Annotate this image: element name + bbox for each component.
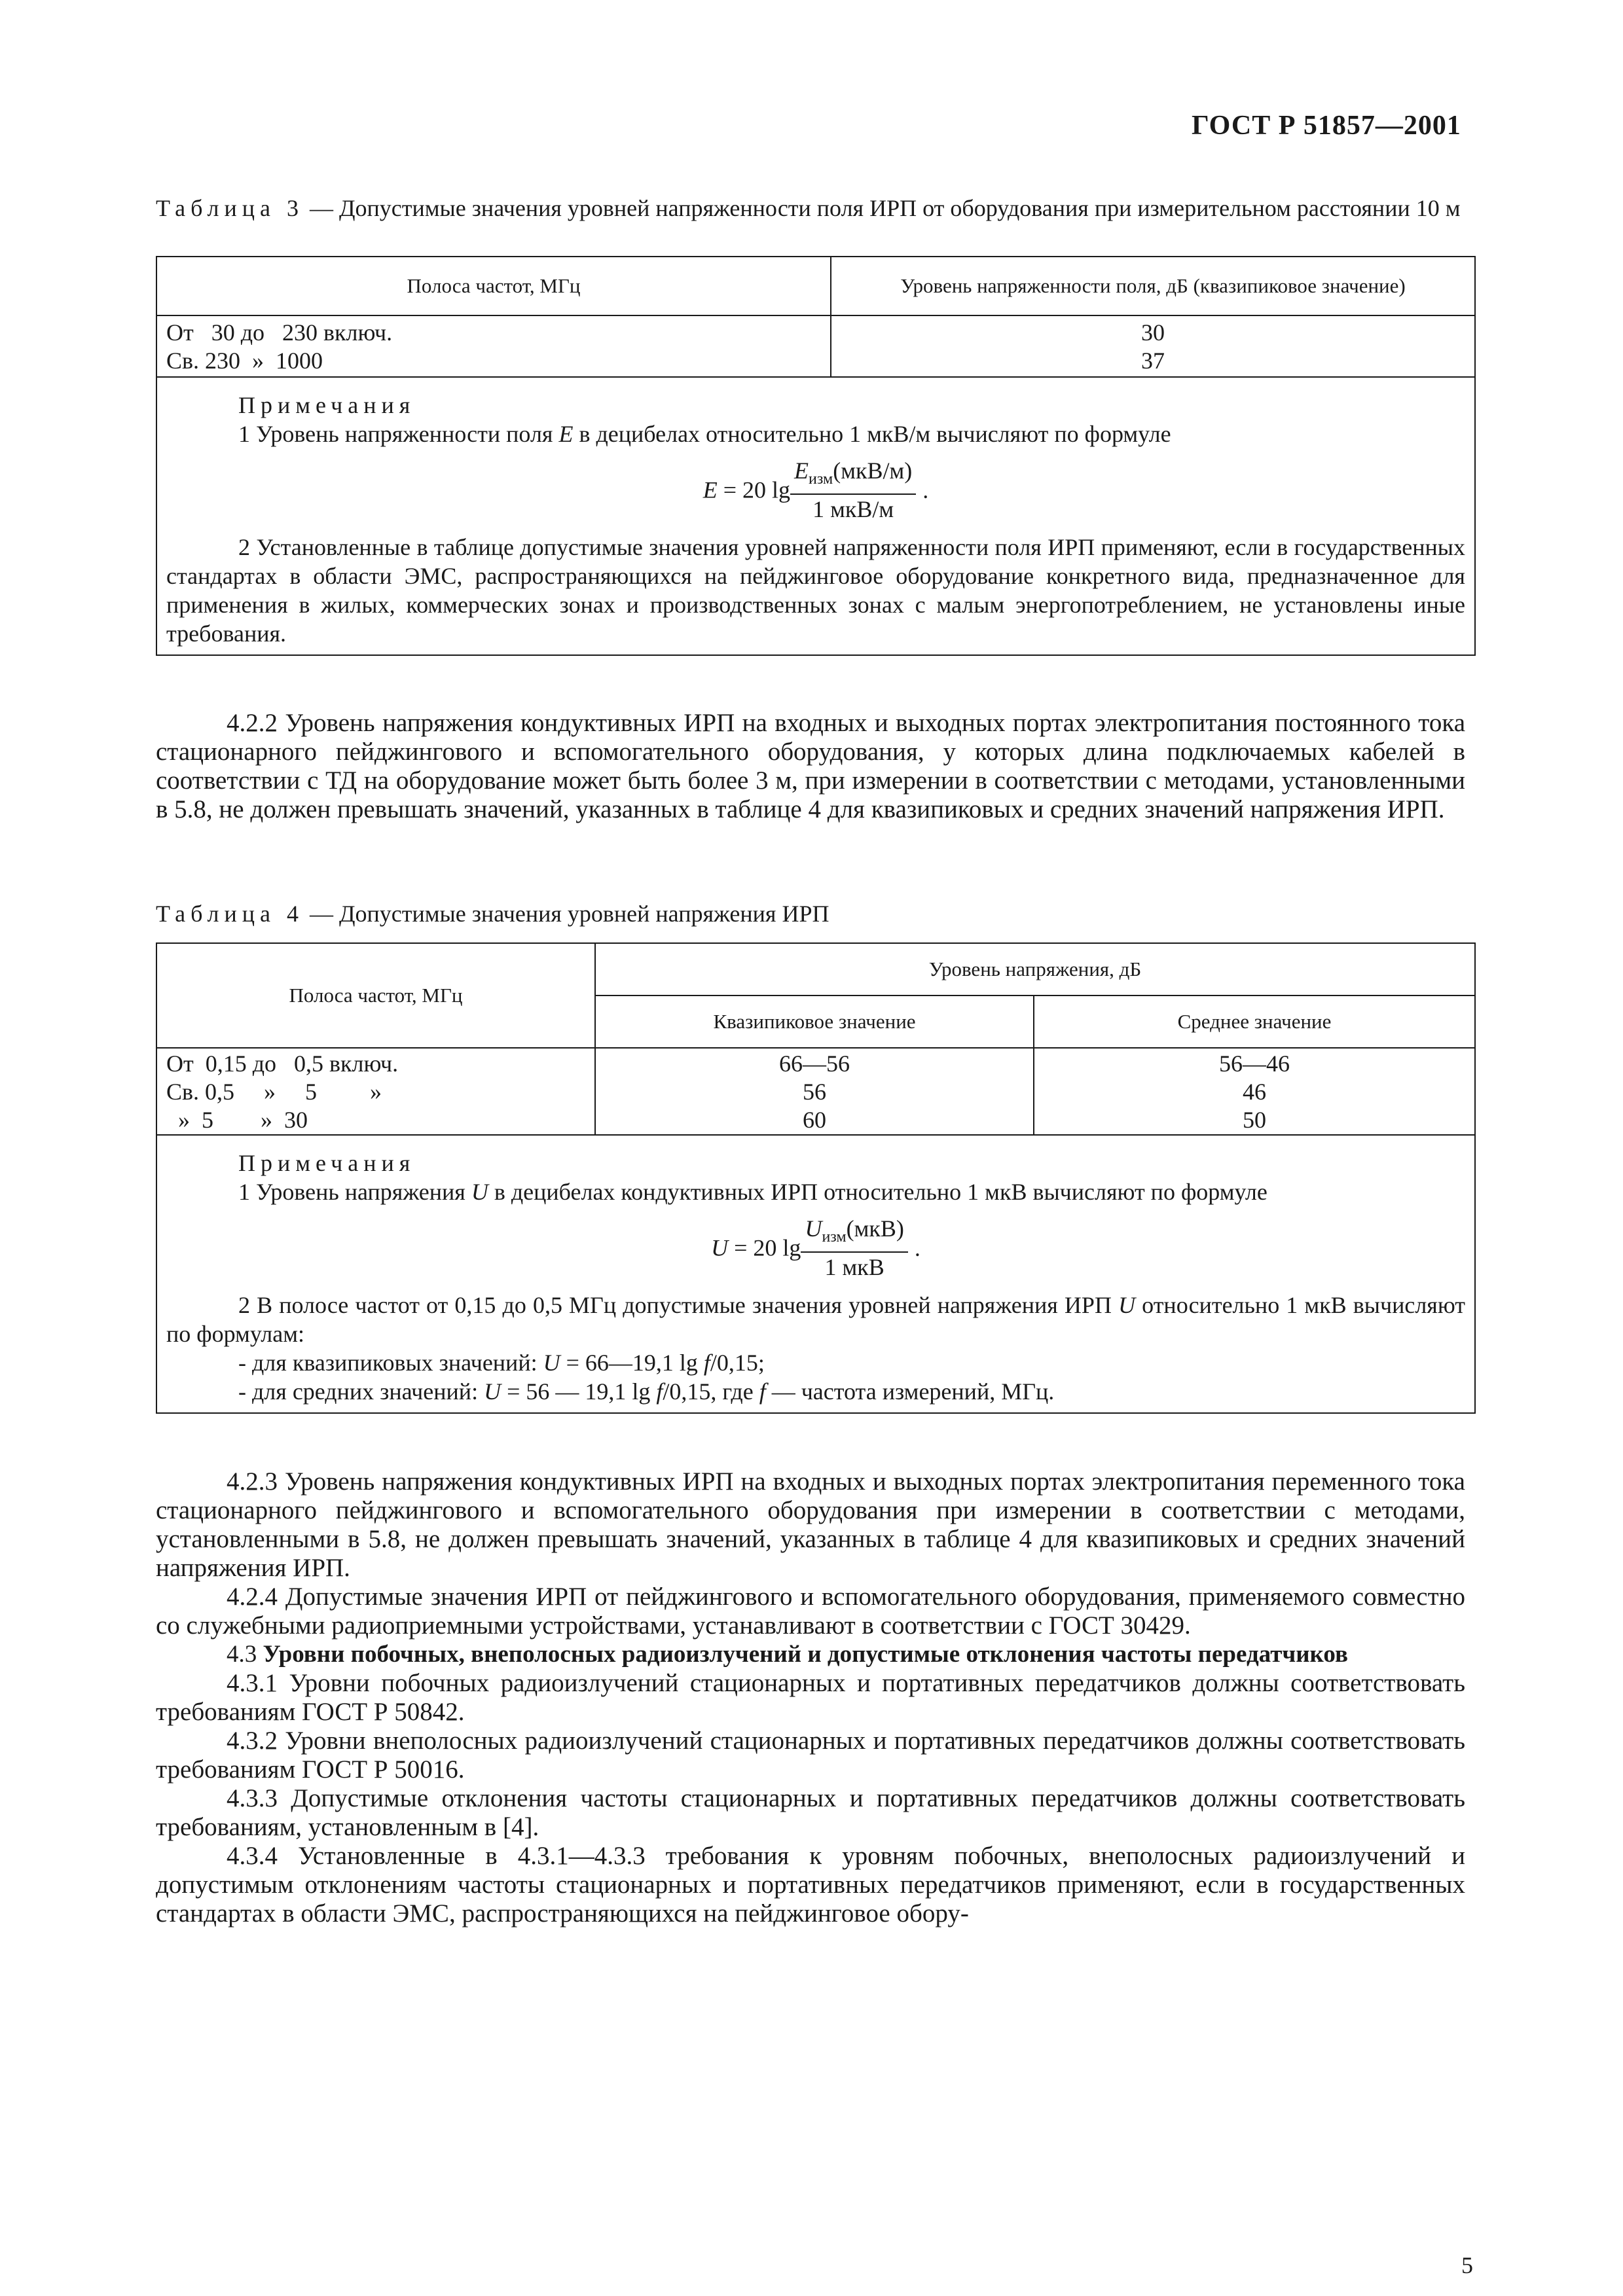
table4-row-band: » 5 » 30 [166, 1107, 308, 1133]
table4-col-qp-header: Квазипиковое значение [595, 996, 1034, 1048]
table4-notes-title: Примечания [238, 1150, 416, 1176]
paragraph-4-2-4: 4.2.4 Допустимые значения ИРП от пейджингового и вспомогательного оборудования, применяемого совместно со служебными радиоприемными устройствами, устанавливают в соответствии с ГОСТ 30429. [156, 1583, 1465, 1640]
table4-row-avg: 56—46 [1219, 1050, 1290, 1077]
table4-col-avg-header: Среднее значение [1034, 996, 1475, 1048]
paragraph-4-2-3: 4.2.3 Уровень напряжения кондуктивных ИРП на входных и выходных портах электропитания переменного тока стационарного пейджингового и вспомогательного оборудования при измерении в соответствии с методами, установленными в 5.8, не должен превышать значений, указанных в таблице 4 для квазипиковых и средних значений напряжения ИРП. [156, 1467, 1465, 1582]
table4-caption [156, 901, 1465, 927]
table3-value-cell [831, 315, 1475, 377]
table4-bullet-avg: - для средних значений: U = 56 — 19,1 lg f/0,15, где f — частота измерений, МГц. [238, 1378, 1055, 1405]
table4-row-qp: 66—56 [779, 1050, 850, 1077]
table4-note2: 2 В полосе частот от 0,15 до 0,5 МГц допустимые значения уровней напряжения ИРП U относительно 1 мкВ вычисляют по формулам: [166, 1292, 1465, 1348]
table4-row-band: От 0,15 до 0,5 включ. [166, 1050, 399, 1077]
table3-note1: 1 Уровень напряженности поля E в децибелах относительно 1 мкВ/м вычисляют по формуле [238, 421, 1171, 447]
table3-notes [156, 377, 1475, 655]
paragraph-4-3-4: 4.3.4 Установленные в 4.3.1—4.3.3 требования к уровням побочных, внеполосных радиоизлучений и допустимым отклонениям частоты стационарных и портативных передатчиков применяют, если в государственных стандартах в области ЭМС, распространяющихся на пейджинговое обору- [156, 1842, 1465, 1928]
section-4-3-title: Уровни побочных, внеполосных радиоизлучений и допустимые отклонения частоты передатчиков [263, 1641, 1348, 1668]
page-number: 5 [1461, 2252, 1473, 2278]
table3-formula: E = 20 lg $\frac{E_{изм}(мкВ/м)}{\text{1 мкВ/м}}$ . [702, 457, 929, 523]
body-text-section-4-2-3 [156, 1467, 1465, 1928]
paragraph-4-3-1: 4.3.1 Уровни побочных радиоизлучений стационарных и портативных передатчиков должны соответствовать требованиям ГОСТ Р 50842. [156, 1669, 1465, 1726]
table4-formula: U = 20 lg $\frac{U_{изм}(мкВ)}{\text{1 мкВ}}$ . [711, 1215, 921, 1281]
paragraph-4-3-3: 4.3.3 Допустимые отклонения частоты стационарных и портативных передатчиков должны соответствовать требованиям, установленным в [4]. [156, 1784, 1465, 1841]
table4-row-qp: 56 [803, 1079, 826, 1105]
table3-caption [156, 195, 1465, 221]
table4-bullet-qp: - для квазипиковых значений: U = 66—19,1 lg f/0,15; [238, 1350, 765, 1376]
table4-row-avg: 46 [1243, 1079, 1266, 1105]
table4-row-avg: 50 [1243, 1107, 1266, 1133]
document-header: ГОСТ Р 51857—2001 [1192, 111, 1461, 141]
table4-avg-cell [1034, 1048, 1475, 1135]
table3-row-value: 37 [1141, 348, 1165, 374]
table4-band-cell [156, 1048, 595, 1135]
table4-col-band-header: Полоса частот, МГц [156, 943, 595, 1048]
table4-notes [156, 1135, 1475, 1413]
table3-row-value: 30 [1141, 319, 1165, 346]
table-3 [156, 256, 1476, 656]
table3-caption-text: — Допустимые значения уровней напряженности поля ИРП от оборудования при измерительном расстоянии 10 м [303, 195, 1461, 221]
table4-row-qp: 60 [803, 1107, 826, 1133]
table3-band-cell [156, 315, 831, 377]
table3-col-band-header: Полоса частот, МГц [156, 257, 831, 315]
table3-row-band: Св. 230 » 1000 [166, 348, 323, 374]
table3-row-band: От 30 до 230 включ. [166, 319, 393, 346]
table3-caption-label: Таблица 3 [156, 195, 304, 221]
table3-col-level-header: Уровень напряженности поля, дБ (квазипиковое значение) [831, 257, 1475, 315]
table4-row-band: Св. 0,5 » 5 » [166, 1079, 382, 1105]
paragraph-4-3-2: 4.3.2 Уровни внеполосных радиоизлучений стационарных и портативных передатчиков должны соответствовать требованиям ГОСТ Р 50016. [156, 1727, 1465, 1784]
table3-note2: 2 Установленные в таблице допустимые значения уровней напряженности поля ИРП применяют, если в государственных стандартах в области ЭМС, распространяющихся на пейджинговое оборудование конкретного вида, предназначенное для применения в жилых, коммерческих зонах и производственных зонах с малым энергопотреблением, не установлены иные требования. [166, 534, 1465, 647]
paragraph-4-3: 4.3 Уровни побочных, внеполосных радиоизлучений и допустимые отклонения частоты передатчиков [227, 1641, 1348, 1668]
paragraph-4-2-2: 4.2.2 Уровень напряжения кондуктивных ИРП на входных и выходных портах электропитания постоянного тока стационарного пейджингового и вспомогательного оборудования, у которых длина подключаемых кабелей в соответствии с ТД на оборудование может быть более 3 м, при измерении в соответствии с методами, установленными в 5.8, не должен превышать значений, указанных в таблице 4 для квазипиковых и средних значений напряжения ИРП. [156, 709, 1465, 823]
table4-group-header: Уровень напряжения, дБ [595, 943, 1475, 996]
table4-note1: 1 Уровень напряжения U в децибелах кондуктивных ИРП относительно 1 мкВ вычисляют по формуле [238, 1179, 1267, 1205]
table3-notes-title: Примечания [238, 392, 416, 418]
table4-caption-label: Таблица 4 [156, 901, 304, 927]
table-4 [156, 942, 1476, 1414]
table4-qp-cell [595, 1048, 1034, 1135]
table4-caption-text: — Допустимые значения уровней напряжения ИРП [303, 901, 830, 927]
